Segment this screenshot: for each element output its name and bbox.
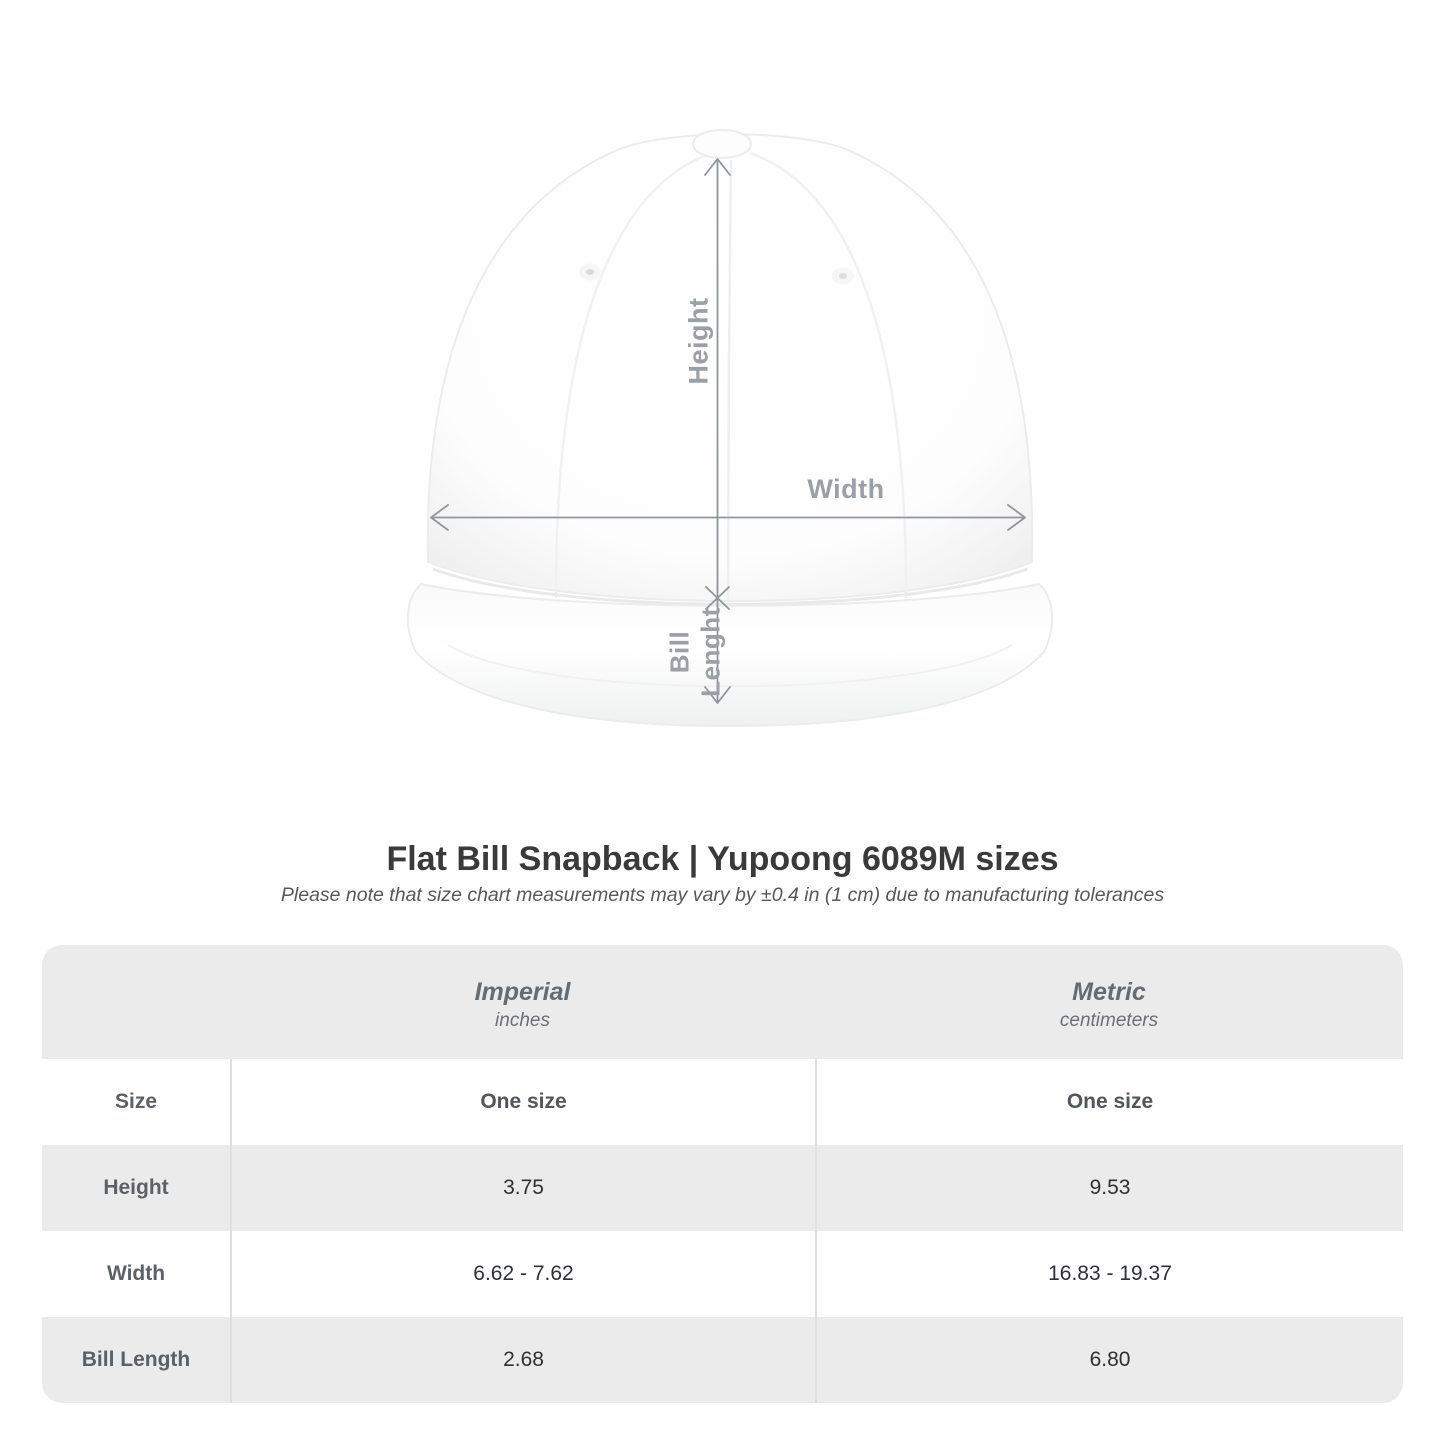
imperial-unit-label: inches: [495, 1010, 550, 1031]
metric-label: Metric: [1072, 978, 1146, 1006]
row-label: Width: [106, 1262, 166, 1285]
table-row-size: [42, 1059, 1403, 1145]
table-unit-header: [42, 945, 1403, 1059]
table-row-width: [42, 1231, 1403, 1317]
hat-button: [693, 130, 751, 158]
cell-imperial: 6.62 - 7.62: [230, 1231, 815, 1317]
hat-crown: [428, 130, 1032, 606]
width-dimension-label: Width: [807, 474, 885, 504]
imperial-label: Imperial: [474, 978, 571, 1006]
cell-metric: 9.53: [815, 1145, 1403, 1231]
table-row-height: [42, 1145, 1403, 1231]
metric-unit-label: centimeters: [1059, 1010, 1159, 1031]
page-title: Flat Bill Snapback | Yupoong 6089M sizes: [386, 840, 1059, 878]
imperial-column-header: [230, 972, 815, 1032]
row-label: Size: [114, 1090, 158, 1113]
height-dimension-label: Height: [683, 297, 714, 385]
cell-metric: 6.80: [815, 1317, 1403, 1403]
row-label: Bill Length: [81, 1348, 191, 1371]
eyelet-left: [579, 264, 601, 281]
bill-label-line2: Lenght: [695, 607, 725, 697]
cell-metric: 16.83 - 19.37: [815, 1231, 1403, 1317]
tolerance-note: Please note that size chart measurements may vary by ±0.4 in (1 cm) due to manufacturing tolerances: [280, 884, 1165, 906]
eyelet-right: [832, 268, 854, 285]
size-table: [42, 945, 1403, 1403]
metric-column-header: [815, 972, 1403, 1032]
bill-label-line1: Bill: [664, 630, 695, 674]
cell-imperial: 2.68: [230, 1317, 815, 1403]
cell-imperial: 3.75: [230, 1145, 815, 1231]
cell-imperial: One size: [230, 1059, 815, 1145]
bill-length-dimension-label: [664, 607, 725, 697]
row-label: Height: [103, 1176, 169, 1199]
table-row-bill-length: [42, 1317, 1403, 1403]
cell-metric: One size: [815, 1059, 1403, 1145]
